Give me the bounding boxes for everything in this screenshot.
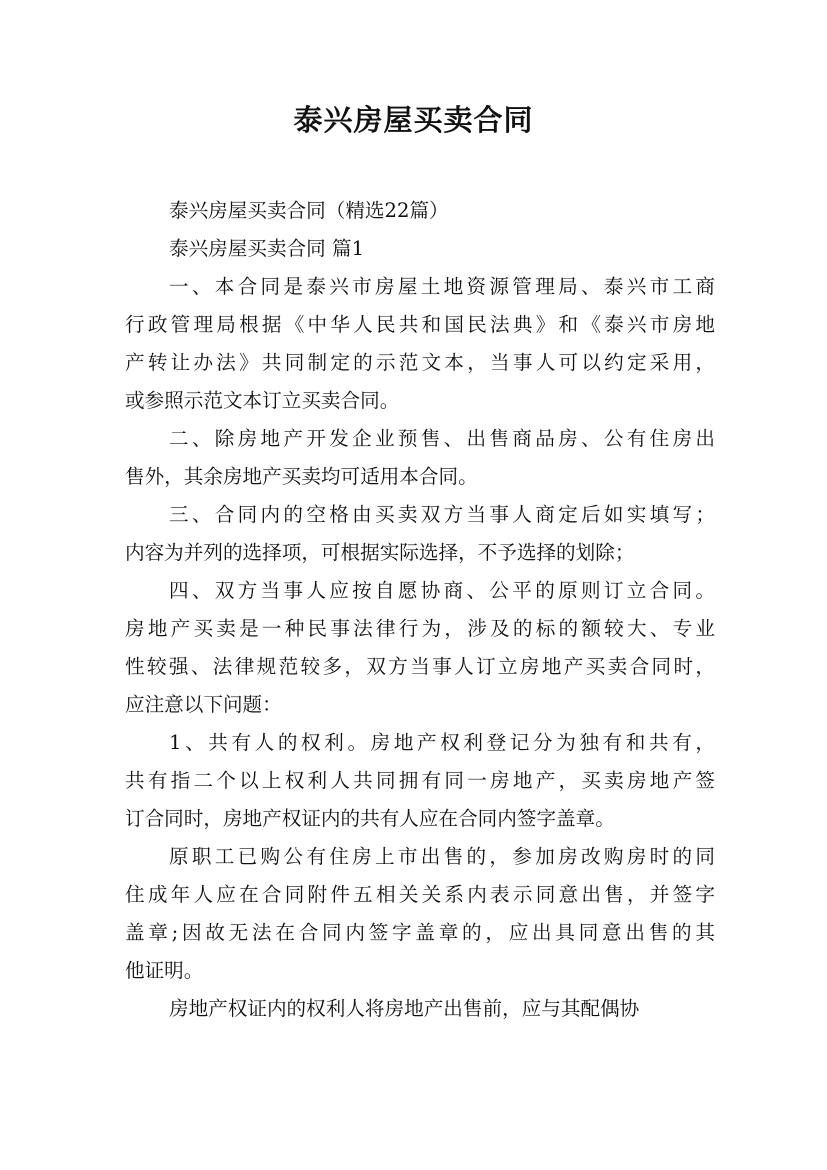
paragraph — [125, 268, 715, 420]
paragraph-line: 产转让办法》共同制定的示范文本，当事人可以约定采用， — [125, 351, 715, 374]
paragraph — [125, 990, 715, 1028]
paragraph-line: 他证明。 — [125, 959, 204, 982]
document-title: 泰兴房屋买卖合同 — [293, 103, 534, 137]
paragraph — [125, 420, 715, 496]
paragraph-line: 原职工已购公有住房上市出售的，参加房改购房时的同 — [169, 845, 715, 868]
paragraph-line: 住成年人应在合同附件五相关关系内表示同意出售，并签字 — [125, 883, 715, 906]
paragraph-line: 三、合同内的空格由买卖双方当事人商定后如实填写； — [169, 503, 715, 526]
paragraph — [125, 192, 715, 230]
paragraph-line: 售外，其余房地产买卖均可适用本合同。 — [125, 465, 478, 488]
paragraph-line: 共有指二个以上权利人共同拥有同一房地产，买卖房地产签 — [125, 769, 715, 792]
paragraph-line: 盖章;因故无法在合同内签字盖章的，应出具同意出售的其 — [125, 921, 715, 944]
paragraph-line: 性较强、法律规范较多，双方当事人订立房地产买卖合同时， — [125, 655, 715, 678]
paragraph — [125, 230, 715, 268]
paragraph — [125, 724, 715, 838]
paragraph-line: 应注意以下问题： — [125, 693, 282, 716]
paragraph-line: 泰兴房屋买卖合同（精选22篇） — [169, 199, 449, 222]
paragraph-line: 行政管理局根据《中华人民共和国民法典》和《泰兴市房地 — [125, 313, 715, 336]
paragraph-line: 房地产买卖是一种民事法律行为，涉及的标的额较大、专业 — [125, 617, 715, 640]
paragraph-line: 或参照示范文本订立买卖合同。 — [125, 389, 400, 412]
paragraph — [125, 838, 715, 990]
paragraph-line: 二、除房地产开发企业预售、出售商品房、公有住房出 — [169, 427, 715, 450]
paragraph-line: 内容为并列的选择项，可根据实际选择，不予选择的划除； — [125, 541, 635, 564]
document-body — [125, 192, 715, 1028]
paragraph-line: 订合同时，房地产权证内的共有人应在合同内签字盖章。 — [125, 807, 615, 830]
paragraph-line: 1、共有人的权利。房地产权利登记分为独有和共有， — [169, 731, 715, 754]
paragraph-line: 房地产权证内的权利人将房地产出售前，应与其配偶协 — [169, 997, 640, 1020]
paragraph — [125, 572, 715, 724]
paragraph-line: 一、本合同是泰兴市房屋土地资源管理局、泰兴市工商 — [169, 275, 715, 298]
paragraph-line: 泰兴房屋买卖合同 篇1 — [169, 237, 365, 260]
paragraph-line: 四、双方当事人应按自愿协商、公平的原则订立合同。 — [169, 579, 715, 602]
paragraph — [125, 496, 715, 572]
